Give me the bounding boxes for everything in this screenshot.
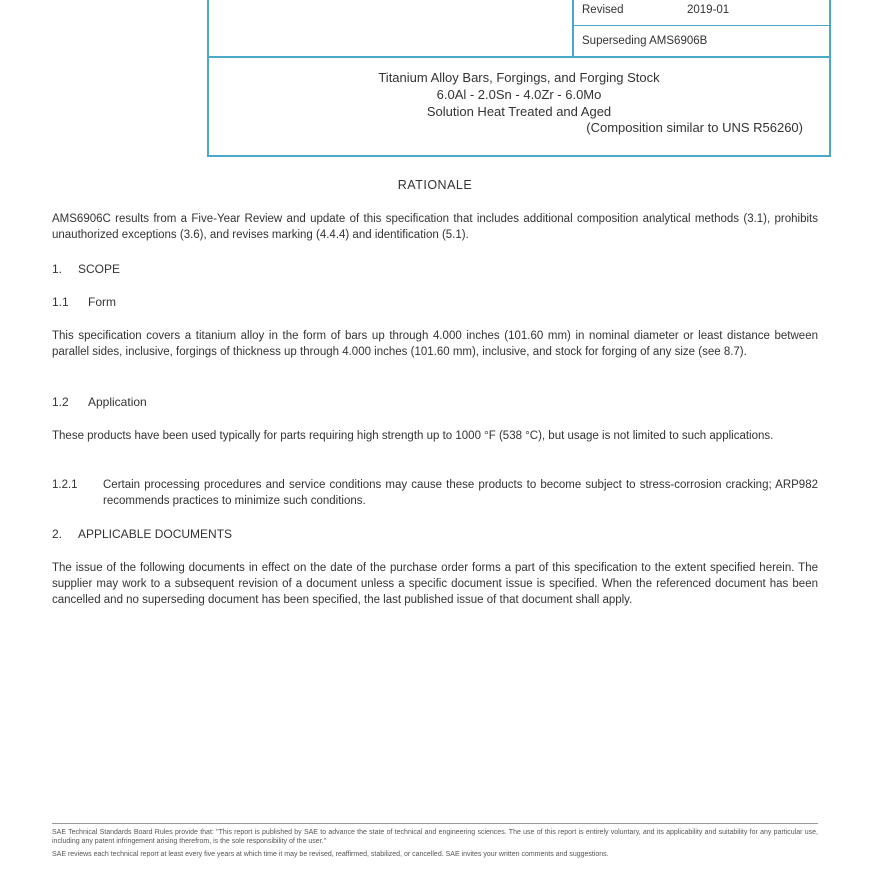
section-number: 1.2 bbox=[52, 395, 69, 409]
section-form-heading bbox=[52, 295, 116, 309]
application-note-text: Certain processing procedures and service conditions may cause these products to become subject to stress-corrosion cracking; ARP982 recommends practices to minimize such conditions. bbox=[103, 479, 818, 507]
header-divider-horizontal bbox=[209, 56, 829, 58]
section-documents-heading bbox=[52, 527, 232, 541]
header-divider-vertical bbox=[572, 0, 574, 56]
footer-review-note: SAE reviews each technical report at least every five years at which time it may be revised, reaffirmed, stabilized, or cancelled. SAE invites your written comments and suggestions. bbox=[52, 851, 609, 858]
section-title: Application bbox=[88, 395, 147, 409]
section-application-heading bbox=[52, 395, 147, 409]
section-number: 1.2.1 bbox=[52, 479, 78, 491]
rationale-heading: RATIONALE bbox=[397, 178, 473, 192]
title-line-2: 6.0Al - 2.0Sn - 4.0Zr - 6.0Mo bbox=[436, 87, 602, 102]
header-divider-inner bbox=[572, 25, 831, 26]
title-line-1: Titanium Alloy Bars, Forgings, and Forging Stock bbox=[378, 70, 660, 85]
footer-disclaimer: SAE Technical Standards Board Rules provide that: "This report is published by SAE to advance the state of technical and engineering sciences. The use of this report is entirely voluntary, and its applicability and suitability for any particular use, including any patent infringement arising therefrom, is the sole responsibility of the user." bbox=[52, 829, 818, 845]
revised-label: Revised bbox=[582, 4, 624, 16]
document-title bbox=[209, 69, 829, 120]
header-box bbox=[207, 0, 831, 157]
footer-divider bbox=[52, 823, 818, 824]
form-text: This specification covers a titanium alloy in the form of bars up through 4.000 inches (101.60 mm) in nominal diameter or least distance between parallel sides, inclusive, forgings of thickness up through 4.000 inches (101.60 mm), inclusive, and stock for forging of any size (see 8.7). bbox=[52, 330, 818, 358]
documents-text: The issue of the following documents in effect on the date of the purchase order forms a part of this specification to the extent specified herein. The supplier may work to a subsequent revision of a document unless a specific document issue is specified. When the referenced document has been cancelled and no superseding document has been specified, the last published issue of that document shall apply. bbox=[52, 562, 818, 606]
revised-date: 2019-01 bbox=[687, 4, 730, 16]
superseding-info: Superseding AMS6906B bbox=[582, 35, 708, 47]
rationale-text: AMS6906C results from a Five-Year Review and update of this specification that includes additional composition analytical methods (3.1), prohibits unauthorized exceptions (3.6), and revises marking (4.4.4) and identification (5.1). bbox=[52, 213, 818, 241]
section-number: 2. bbox=[52, 527, 63, 541]
section-number: 1.1 bbox=[52, 295, 69, 309]
application-text: These products have been used typically for parts requiring high strength up to 1000 °F (538 °C), but usage is not limited to such applications. bbox=[52, 430, 774, 442]
section-title: SCOPE bbox=[78, 262, 121, 276]
title-line-3: Solution Heat Treated and Aged bbox=[426, 104, 612, 119]
application-note bbox=[52, 477, 818, 509]
section-scope-heading bbox=[52, 262, 120, 276]
section-number: 1. bbox=[52, 262, 63, 276]
composition-note: (Composition similar to UNS R56260) bbox=[586, 120, 803, 135]
section-title: Form bbox=[88, 295, 116, 309]
section-title: APPLICABLE DOCUMENTS bbox=[78, 527, 233, 541]
